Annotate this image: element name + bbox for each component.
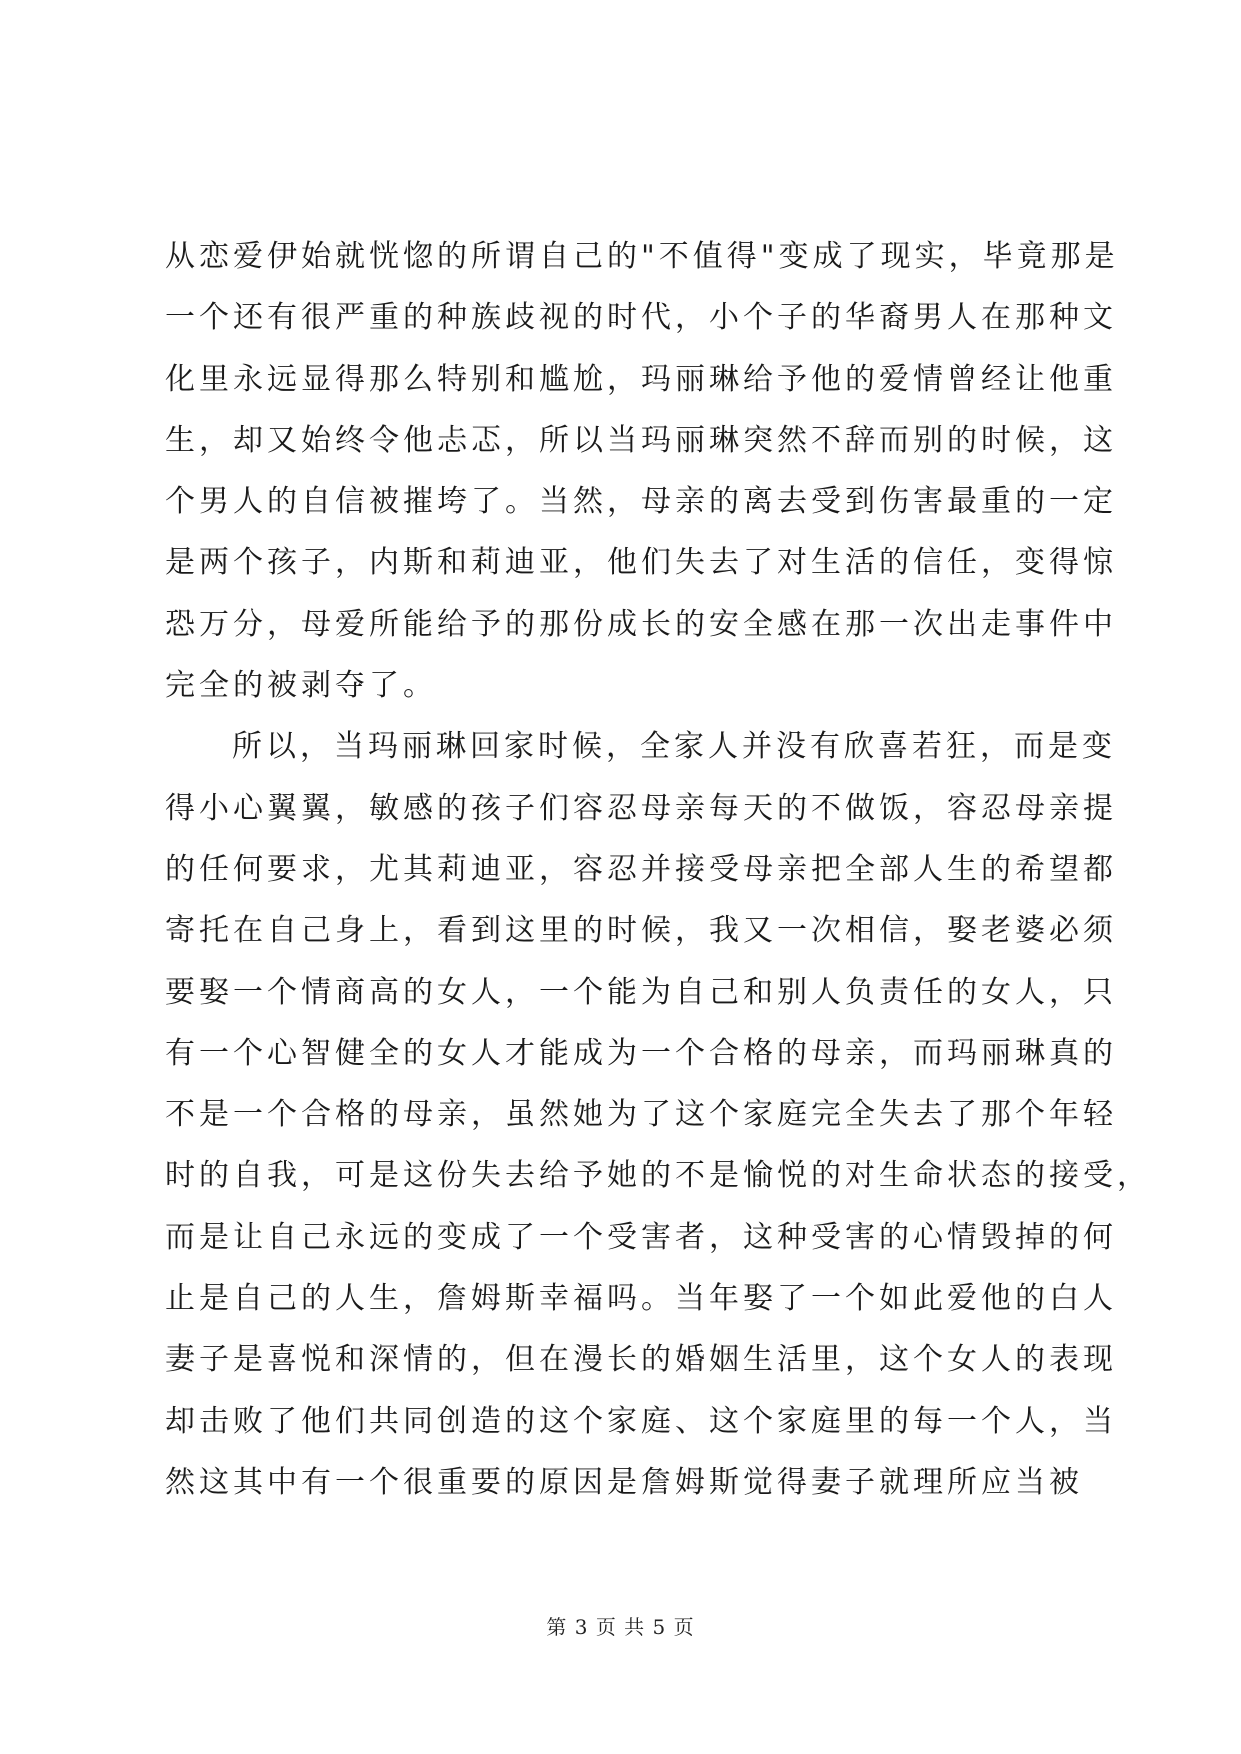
text-line: 止是自己的人生，詹姆斯幸福吗。当年娶了一个如此爱他的白人 — [165, 1281, 1117, 1317]
page-number-footer: 第 3 页 共 5 页 — [546, 1615, 695, 1639]
text-line: 从恋爱伊始就恍惚的所谓自己的"不值得"变成了现实，毕竟那是 — [165, 239, 1119, 274]
body-text — [165, 226, 1151, 1513]
text-line: 是两个孩子，内斯和莉迪亚，他们失去了对生活的信任，变得惊 — [165, 545, 1117, 581]
text-line: 寄托在自己身上，看到这里的时候，我又一次相信，娶老婆必须 — [165, 913, 1117, 949]
text-line: 个男人的自信被摧垮了。当然，母亲的离去受到伤害最重的一定 — [165, 484, 1117, 520]
text-line: 恐万分，母爱所能给予的那份成长的安全感在那一次出走事件中 — [165, 606, 1117, 642]
text-line: 一个还有很严重的种族歧视的时代，小个子的华裔男人在那种文 — [165, 300, 1117, 336]
text-line: 完全的被剥夺了。 — [165, 668, 437, 704]
text-line: 然这其中有一个很重要的原因是詹姆斯觉得妻子就理所应当被 — [165, 1464, 1083, 1500]
text-line: 时的自我，可是这份失去给予她的不是愉悦的对生命状态的接受， — [165, 1158, 1151, 1194]
text-line: 有一个心智健全的女人才能成为一个合格的母亲，而玛丽琳真的 — [165, 1035, 1117, 1071]
text-line: 而是让自己永远的变成了一个受害者，这种受害的心情毁掉的何 — [165, 1219, 1117, 1255]
text-line: 却击败了他们共同创造的这个家庭、这个家庭里的每一个人，当 — [165, 1403, 1117, 1439]
text-line: 的任何要求，尤其莉迪亚，容忍并接受母亲把全部人生的希望都 — [165, 851, 1117, 887]
text-line: 要娶一个情商高的女人，一个能为自己和别人负责任的女人，只 — [165, 974, 1117, 1010]
text-line: 化里永远显得那么特别和尴尬，玛丽琳给予他的爱情曾经让他重 — [165, 361, 1117, 397]
text-line: 妻子是喜悦和深情的，但在漫长的婚姻生活里，这个女人的表现 — [165, 1342, 1117, 1378]
text-line: 得小心翼翼，敏感的孩子们容忍母亲每天的不做饭，容忍母亲提 — [165, 790, 1117, 826]
text-line: 生，却又始终令他忐忑，所以当玛丽琳突然不辞而别的时候，这 — [165, 422, 1117, 458]
paragraph-first-line: 所以，当玛丽琳回家时候，全家人并没有欣喜若狂，而是变 — [232, 729, 1116, 765]
text-line: 不是一个合格的母亲，虽然她为了这个家庭完全失去了那个年轻 — [165, 1097, 1117, 1133]
